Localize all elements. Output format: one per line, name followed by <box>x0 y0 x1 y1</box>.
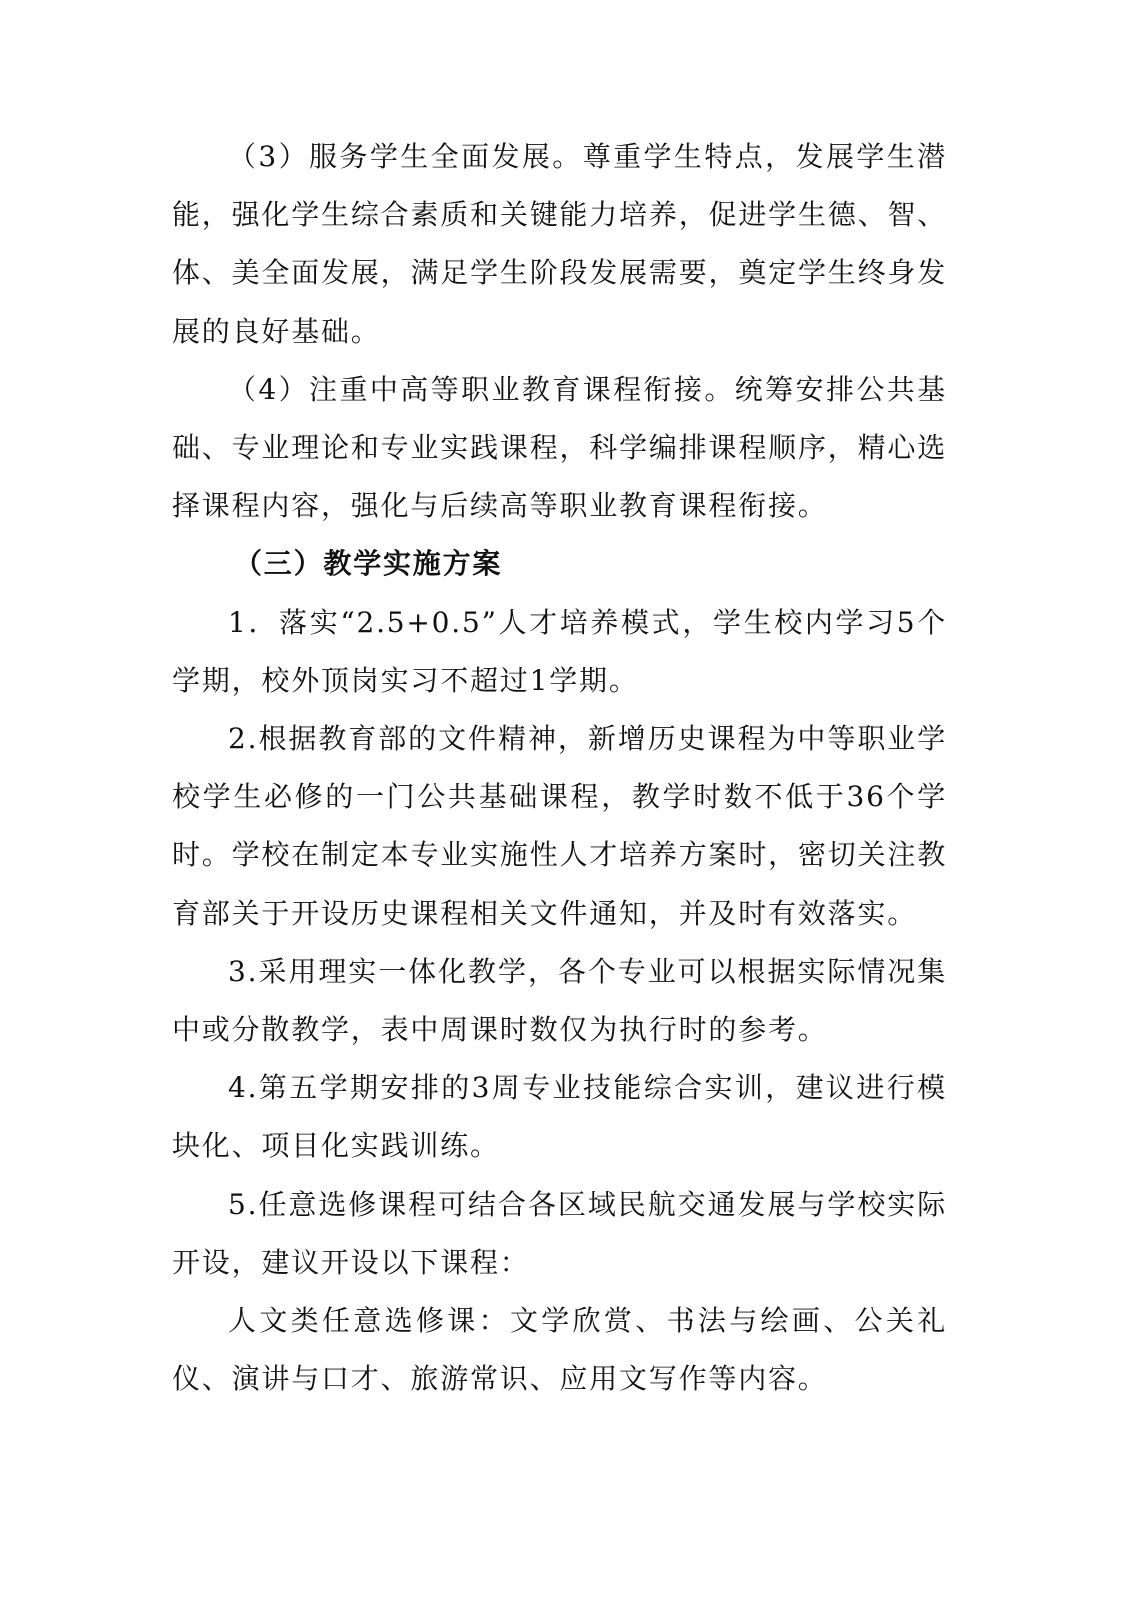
item-3: 3.采用理实一体化教学，各个专业可以根据实际情况集中或分散教学，表中周课时数仅为执行时的参考。 <box>172 954 947 1047</box>
paragraph-4: （4）注重中高等职业教育课程衔接。统筹安排公共基础、专业理论和专业实践课程，科学编排课程顺序，精心选择课程内容，强化与后续高等职业教育课程衔接。 <box>172 372 947 523</box>
item-2: 2.根据教育部的文件精神，新增历史课程为中等职业学校学生必修的一门公共基础课程，教学时数不低于36个学时。学校在制定本专业实施性人才培养方案时，密切关注教育部关于开设历史课程相关文件通知，并及时有效落实。 <box>172 722 947 930</box>
document-body <box>172 128 947 1408</box>
item-4: 4.第五学期安排的3周专业技能综合实训，建议进行模块化、项目化实践训练。 <box>172 1071 947 1163</box>
section-heading: （三）教学实施方案 <box>234 547 503 581</box>
item-5: 5.任意选修课程可结合各区域民航交通发展与学校实际开设，建议开设以下课程： <box>172 1187 947 1279</box>
item-1: 1．落实“2.5+0.5”人才培养模式，学生校内学习5个学期，校外顶岗实习不超过1学期。 <box>172 605 947 697</box>
paragraph-3: （3）服务学生全面发展。尊重学生特点，发展学生潜能，强化学生综合素质和关键能力培养，促进学生德、智、体、美全面发展，满足学生阶段发展需要，奠定学生终身发展的良好基础。 <box>172 140 947 348</box>
humanities-electives: 人文类任意选修课：文学欣赏、书法与绘画、公关礼仪、演讲与口才、旅游常识、应用文写作等内容。 <box>172 1304 947 1396</box>
